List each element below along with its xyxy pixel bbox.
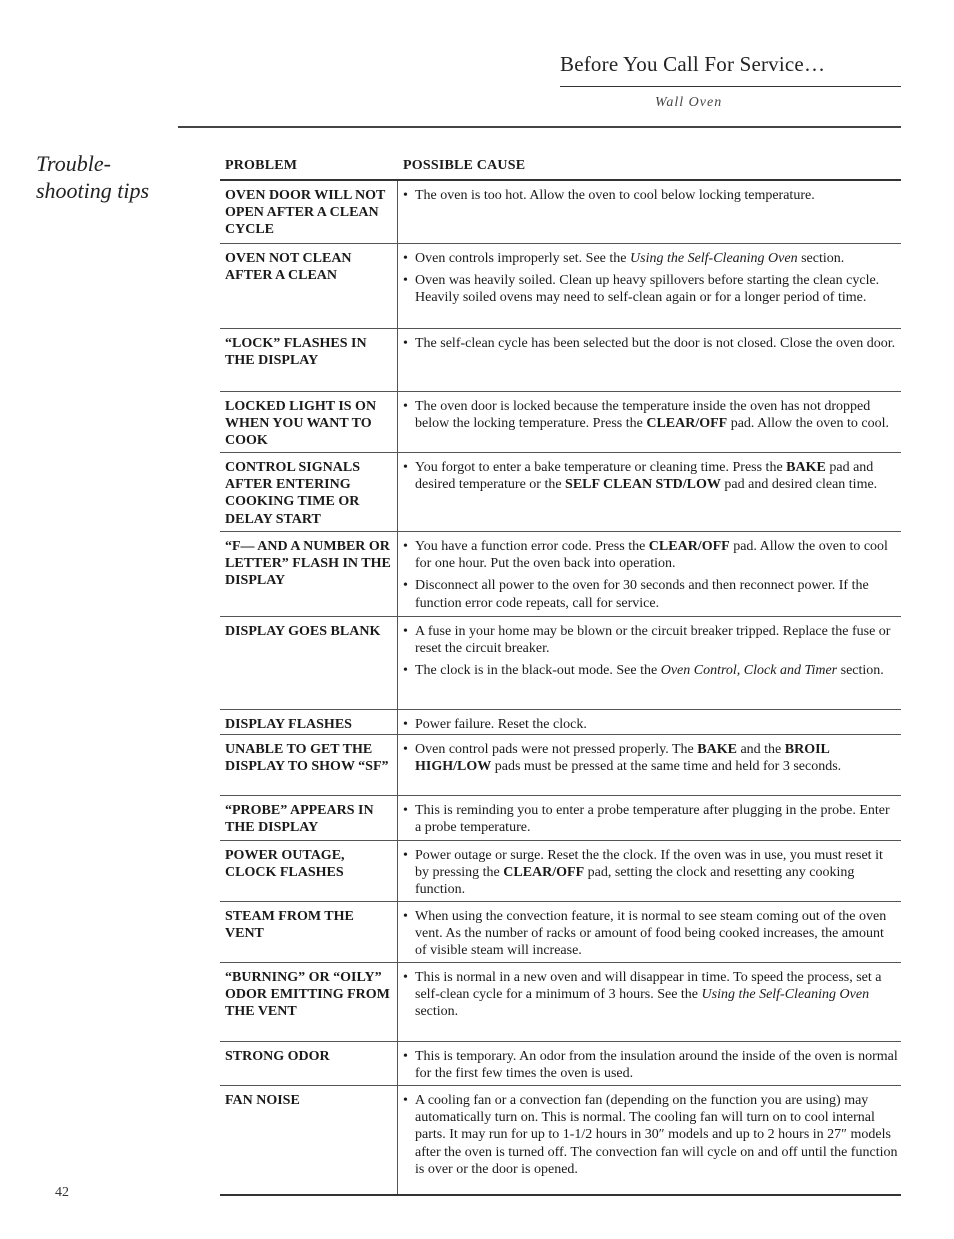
cause-cell [403,398,898,437]
table-row [220,735,901,796]
column-divider [397,710,398,734]
cause-item: • The self-clean cycle has been selected but the door is not closed. Close the oven door. [403,335,898,352]
top-rule [178,126,901,128]
table-row [220,841,901,902]
cause-item: • Oven controls improperly set. See the Using the Self-Cleaning Oven section. [403,250,898,267]
problem-cell: STEAM FROM THE VENT [225,909,354,942]
column-divider [397,617,398,709]
cause-cell [403,1048,898,1087]
cause-item: • You forgot to enter a bake temperature or cleaning time. Press the BAKE pad and desired temperature or the SELF CLEAN STD/LOW pad and desired clean time. [403,459,898,493]
problem-cell: “BURNING” OR “OILY” ODOR EMITTING FROM THE VENT [225,970,390,1020]
problem-cell: DISPLAY GOES BLANK [225,624,381,639]
table-row [220,1086,901,1196]
cause-item: • The oven is too hot. Allow the oven to cool below locking temperature. [403,187,898,204]
cause-cell [403,1092,898,1183]
cause-item: • When using the convection feature, it is normal to see steam coming out of the oven vent. As the number of racks or amount of food being cooked increases, the amount of visible steam will increase. [403,908,898,960]
problem-cell: UNABLE TO GET THE DISPLAY TO SHOW “SF” [225,742,389,775]
column-divider [397,392,398,452]
table-row [220,181,901,244]
column-divider [397,532,398,616]
column-divider [397,796,398,840]
cause-cell [403,802,898,841]
cause-item: • The clock is in the black-out mode. See the Oven Control, Clock and Timer section. [403,662,898,679]
cause-cell [403,969,898,1026]
col-head-cause: POSSIBLE CAUSE [403,158,526,173]
side-title [36,150,186,204]
cause-cell [403,847,898,904]
problem-cell: “F— AND A NUMBER OR LETTER” FLASH IN THE DISPLAY [225,539,391,589]
problem-cell: DISPLAY FLASHES [225,717,352,732]
cause-item: • You have a function error code. Press the CLEAR/OFF pad. Allow the oven to cool for one hour. Put the oven back into operation. [403,538,898,572]
problem-cell: “LOCK” FLASHES IN THE DISPLAY [225,336,367,369]
cause-item: • The oven door is locked because the temperature inside the oven has not dropped below the locking temperature. Press the CLEAR/OFF pad. Allow the oven to cool. [403,398,898,432]
cause-item: • This is temporary. An odor from the insulation around the inside of the oven is normal for the first few times the oven is used. [403,1048,898,1082]
table-row [220,532,901,617]
column-divider [397,841,398,901]
column-divider [397,963,398,1041]
page-number: 42 [55,1185,69,1200]
table-row [220,796,901,841]
table-row [220,710,901,735]
cause-cell [403,459,898,498]
cause-item: • A fuse in your home may be blown or the circuit breaker tripped. Replace the fuse or reset the circuit breaker. [403,623,898,657]
table-row [220,1042,901,1086]
cause-item: • Power failure. Reset the clock. [403,716,898,733]
cause-cell [403,335,898,357]
side-title-line2: shooting tips [36,178,150,203]
column-divider [397,329,398,391]
column-divider [397,181,398,243]
table-row [220,902,901,963]
cause-item: • Disconnect all power to the oven for 30 seconds and then reconnect power. If the function error code repeats, call for service. [403,577,898,611]
table-row [220,244,901,329]
problem-cell: “PROBE” APPEARS IN THE DISPLAY [225,803,374,836]
cause-item: • This is normal in a new oven and will disappear in time. To speed the process, set a self-clean cycle for a minimum of 3 hours. See the Using the Self-Cleaning Oven section. [403,969,898,1021]
cause-cell [403,187,898,209]
problem-cell: POWER OUTAGE, CLOCK FLASHES [225,848,345,881]
problem-cell: FAN NOISE [225,1093,300,1108]
cause-cell [403,623,898,685]
column-divider [397,735,398,795]
header-title: Before You Call For Service… [560,52,826,76]
table-row [220,963,901,1042]
cause-item: • A cooling fan or a convection fan (depending on the function you are using) may automatically turn on. This is normal. The cooling fan will turn on to cool internal parts. It may run for up to 1-1/2 hours in 30″ models and up to 2 hours in 27″ models after the oven is turned off. The convection fan will cycle on and off until the function is over or the door is opened. [403,1092,898,1178]
header-rule [560,86,901,87]
problem-cell: OVEN DOOR WILL NOT OPEN AFTER A CLEAN CYCLE [225,188,386,238]
column-divider [397,453,398,531]
cause-item: • Power outage or surge. Reset the the clock. If the oven was in use, you must reset it by pressing the CLEAR/OFF pad, setting the clock and resetting any cooking function. [403,847,898,899]
column-divider [397,1086,398,1194]
cause-cell [403,741,898,780]
column-divider [397,244,398,328]
table-row [220,617,901,710]
troubleshooting-table [220,181,901,1196]
table-row [220,329,901,392]
cause-item: • Oven control pads were not pressed properly. The BAKE and the BROIL HIGH/LOW pads must be pressed at the same time and held for 3 seconds. [403,741,898,775]
cause-cell [403,908,898,965]
column-divider [397,902,398,962]
column-divider [397,1042,398,1085]
col-head-problem: PROBLEM [225,158,298,173]
cause-item: • Oven was heavily soiled. Clean up heavy spillovers before starting the clean cycle. Heavily soiled ovens may need to self-clean again or for a longer period of time. [403,272,898,306]
cause-item: • This is reminding you to enter a probe temperature after plugging in the probe. Enter a probe temperature. [403,802,898,836]
table-row [220,392,901,453]
cause-cell [403,538,898,617]
cause-cell [403,250,898,312]
side-title-line1: Trouble- [36,151,111,176]
header-subtitle: Wall Oven [655,95,723,110]
table-row [220,453,901,532]
problem-cell: CONTROL SIGNALS AFTER ENTERING COOKING TIME OR DELAY START [225,460,360,527]
problem-cell: LOCKED LIGHT IS ON WHEN YOU WANT TO COOK [225,399,377,449]
problem-cell: OVEN NOT CLEAN AFTER A CLEAN [225,251,352,284]
problem-cell: STRONG ODOR [225,1049,330,1064]
